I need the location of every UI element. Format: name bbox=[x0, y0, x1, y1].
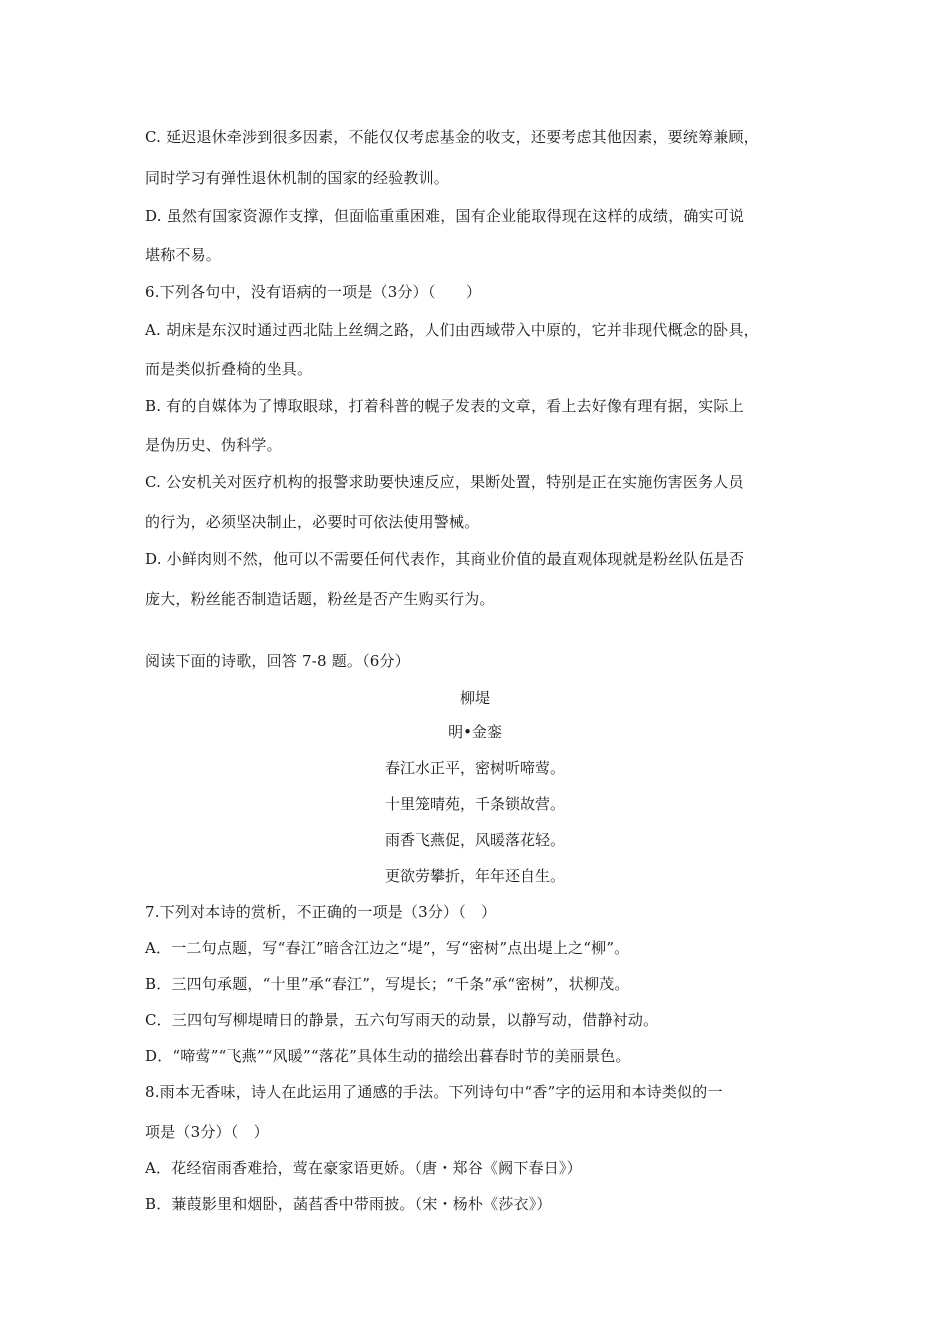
q8-option-b: B．蒹葭影里和烟卧，菡萏香中带雨披。（宋・杨朴《莎衣》） bbox=[145, 1195, 552, 1213]
q8-option-a: A．花经宿雨香难拾，莺在豪家语更娇。（唐・郑谷《阙下春日》） bbox=[145, 1159, 582, 1177]
q8-stem-line2: 项是（3分）（ ） bbox=[145, 1123, 269, 1141]
q5-option-c-line2: 同时学习有弹性退休机制的国家的经验教训。 bbox=[145, 169, 450, 187]
poem-author: 明•金銮 bbox=[448, 723, 502, 741]
poem-line-4: 更欲劳攀折，年年还自生。 bbox=[384, 867, 565, 885]
poem-intro: 阅读下面的诗歌，回答 7-8 题。（6分） bbox=[145, 652, 410, 670]
q8-stem-line1: 8.雨本无香味，诗人在此运用了通感的手法。下列诗句中“香”字的运用和本诗类似的一 bbox=[145, 1083, 723, 1101]
poem-line-1: 春江水正平，密树听啼莺。 bbox=[384, 759, 565, 777]
q6-stem: 6.下列各句中，没有语病的一项是（3分）（ ） bbox=[145, 283, 482, 301]
q5-option-d-line2: 堪称不易。 bbox=[145, 246, 222, 264]
q6-option-c-line1: C. 公安机关对医疗机构的报警求助要快速反应，果断处置，特别是正在实施伤害医务人员 bbox=[145, 473, 744, 491]
q6-option-d-line1: D. 小鲜肉则不然，他可以不需要任何代表作，其商业价值的最直观体现就是粉丝队伍是否 bbox=[145, 550, 745, 568]
q7-option-a: A．一二句点题，写“春江”暗含江边之“堤”，写“密树”点出堤上之“柳”。 bbox=[145, 939, 630, 957]
q5-option-d-line1: D. 虽然有国家资源作支撑，但面临重重困难，国有企业能取得现在这样的成绩，确实可说 bbox=[145, 207, 745, 225]
poem-title: 柳堤 bbox=[459, 689, 490, 707]
q7-option-c: C．三四句写柳堤晴日的静景，五六句写雨天的动景，以静写动，借静衬动。 bbox=[145, 1011, 659, 1029]
q5-option-c-line1: C. 延迟退休牵涉到很多因素，不能仅仅考虑基金的收支，还要考虑其他因素，要统筹兼顾， bbox=[145, 128, 759, 146]
poem-line-2: 十里笼晴苑，千条锁故营。 bbox=[384, 795, 565, 813]
q6-option-c-line2: 的行为，必须坚决制止，必要时可依法使用警械。 bbox=[145, 513, 480, 531]
q7-option-d: D．“啼莺”“飞燕”“风暖”“落花”具体生动的描绘出暮春时节的美丽景色。 bbox=[145, 1047, 631, 1065]
q7-stem: 7.下列对本诗的赏析，不正确的一项是（3分）（ ） bbox=[145, 903, 497, 921]
q6-option-b-line2: 是伪历史、伪科学。 bbox=[145, 436, 282, 454]
q6-option-a-line1: A. 胡床是东汉时通过西北陆上丝绸之路，人们由西域带入中原的，它并非现代概念的卧具， bbox=[145, 321, 759, 339]
q6-option-b-line1: B. 有的自媒体为了博取眼球，打着科普的幌子发表的文章，看上去好像有理有据，实际上 bbox=[145, 397, 744, 415]
q6-option-a-line2: 而是类似折叠椅的坐具。 bbox=[145, 360, 313, 378]
q7-option-b: B．三四句承题，“十里”承“春江”，写堤长；“千条”承“密树”，状柳茂。 bbox=[145, 975, 630, 993]
poem-line-3: 雨香飞燕促，风暖落花轻。 bbox=[384, 831, 565, 849]
q6-option-d-line2: 庞大，粉丝能否制造话题，粉丝是否产生购买行为。 bbox=[145, 590, 495, 608]
